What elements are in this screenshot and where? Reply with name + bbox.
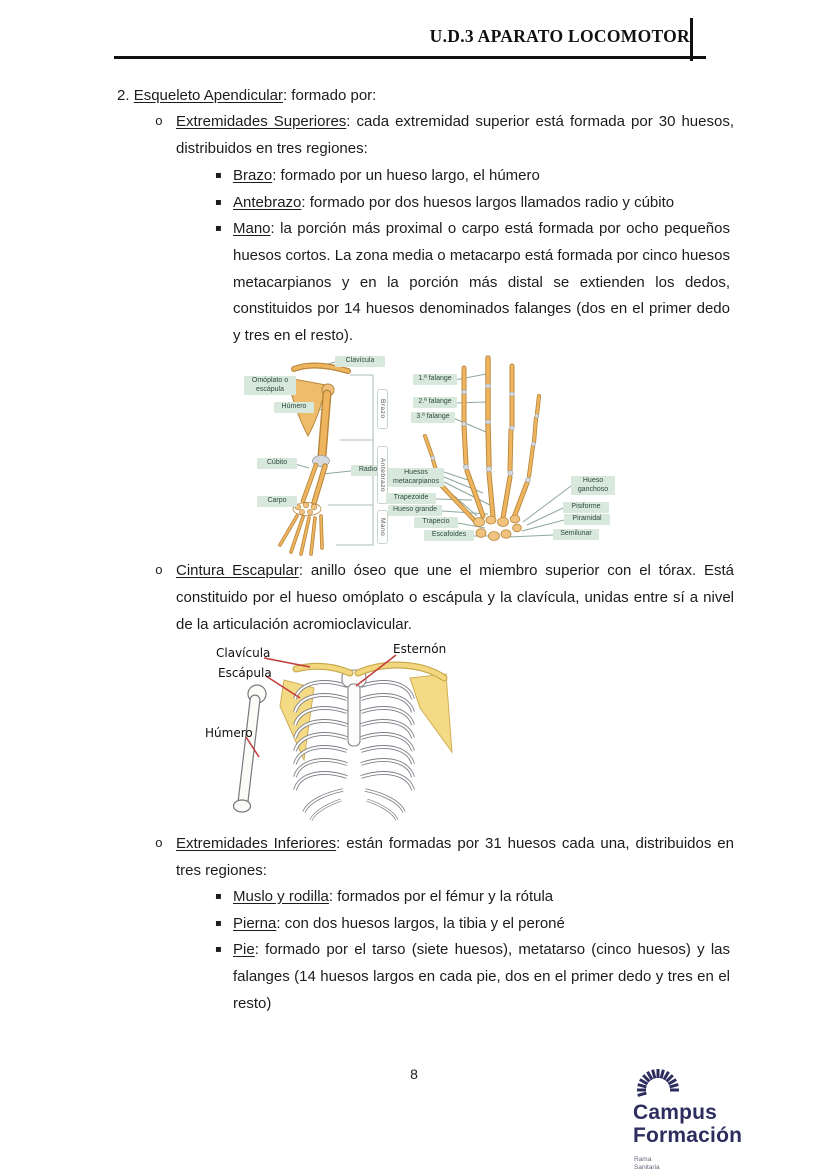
logo-tagline [634,1156,775,1171]
upper-limb-figure [236,352,620,558]
term-cintura-escapular: Cintura Escapular [176,562,299,579]
bullet-square: ▪ [215,170,222,181]
heading-number: 2. [117,87,130,104]
text-brazo: : formado por un hueso largo, el húmero [272,167,540,184]
arm-label-clavicula: Clavícula [335,356,385,367]
term-antebrazo: Antebrazo [233,194,302,211]
hand-label-trapezoide: Trapezoide [386,493,436,504]
shoulder-label-clavicula: Clavícula [216,646,271,660]
text-cintura-escapular: : anillo óseo que une el miembro superior con el tórax. Está constituido por el hueso omóplato o escápula y la clavícula, unidas entre sí a nivel de la articulación acromioclavicular. [176,562,734,633]
text-muslo-rodilla: : formados por el fémur y la rótula [328,888,554,905]
list-item-cintura-escapular [155,558,734,638]
bullet-square: ▪ [215,197,222,208]
bullet-square: ▪ [215,918,222,929]
text-extremidades-inferiores: : están formadas por 31 huesos cada una, distribuidos en tres regiones: [176,835,734,879]
list-item-mano [215,216,730,350]
header-rule [114,56,706,59]
shoulder-label-escapula: Escápula [218,666,272,680]
arm-label-omoplato-escapula: Omóplato o escápula [244,376,296,395]
bullet-square: ▪ [215,223,222,234]
arm-label-humero: Húmero [274,402,314,413]
shoulder-label-esternon: Esternón [393,642,447,656]
term-mano: Mano [233,220,271,237]
logo-tagline-sanitaria: Sanitaria [634,1164,660,1171]
hand-label-piramidal: Piramidal [564,514,610,525]
list-item-muslo-rodilla [215,884,730,911]
page-title: U.D.3 APARATO LOCOMOTOR [429,26,690,46]
term-pierna: Pierna [233,915,277,932]
hand-label-pisiforme: Pisiforme [563,502,609,513]
heading-term: Esqueleto Apendicular [133,87,283,104]
arm-region-antebrazo: Antebrazo [377,446,388,504]
term-brazo: Brazo [233,167,273,184]
text-extremidades-superiores: : cada extremidad superior está formada por 30 huesos, distribuidos en tres regiones: [176,113,734,157]
shoulder-girdle-figure [200,642,460,830]
arm-label-cubito: Cúbito [257,458,297,469]
term-extremidades-inferiores: Extremidades Inferiores [176,835,337,852]
bullet-square: ▪ [215,944,222,955]
hand-label-metacarpianos: Huesos metacarpianos [388,468,444,487]
logo-arc-icon [633,1056,693,1098]
hand-label-falange2: 2.ª falange [413,397,457,408]
logo-word-campus: Campus [633,1101,718,1124]
logo-tagline-rama: Rama [634,1156,652,1163]
section-heading [117,83,711,110]
hand-label-falange3: 3.ª falange [411,412,455,423]
term-muslo-rodilla: Muslo y rodilla [233,888,329,905]
campus-formacion-logo [625,1056,775,1171]
hand-label-trapecio: Trapecio [414,517,458,528]
list-item-extremidades-inferiores [155,831,734,885]
bullet-circle: o [155,836,163,851]
arm-label-radio: Radio [351,465,385,476]
arm-region-brazo: Brazo [377,389,388,429]
arm-label-carpo: Carpo [257,496,297,507]
heading-after: : formado por: [282,87,377,104]
bullet-circle: o [155,563,163,578]
hand-label-hueso-ganchoso: Hueso ganchoso [571,476,615,495]
shoulder-label-humero: Húmero [205,726,253,740]
text-pie: : formado por el tarso (siete huesos), metatarso (cinco huesos) y las falanges (14 huesos largos en cada pie, dos en el primer dedo y tres en el resto) [233,941,730,1012]
hand-label-hueso-grande: Hueso grande [388,505,442,516]
list-item-pie [215,937,730,1017]
page-number: 8 [410,1066,418,1082]
text-antebrazo: : formado por dos huesos largos llamados radio y cúbito [301,194,675,211]
list-item-brazo [215,163,730,190]
hand-label-falange1: 1.ª falange [413,374,457,385]
text-pierna: : con dos huesos largos, la tibia y el peroné [276,915,565,932]
bullet-circle: o [155,114,163,129]
list-item-antebrazo [215,190,730,217]
logo-word-formacion: Formación [633,1124,743,1147]
hand-label-semilunar: Semilunar [553,529,599,540]
title-cursor-bar [690,18,693,61]
arm-region-mano: Mano [377,510,388,544]
list-item-pierna [215,911,730,938]
logo-wordmark [633,1101,775,1147]
hand-label-escafoides: Escafoides [424,530,474,541]
list-item-extremidades-superiores [155,109,734,163]
text-mano: : la porción más proximal o carpo está formada por ocho pequeños huesos cortos. La zona media o metacarpo está formada por cinco huesos metacarpianos y en la porción más distal se extienden los dedos, constituidos por 14 huesos denominados falanges (dos en el primer dedo y tres en el resto). [233,220,730,345]
bullet-square: ▪ [215,891,222,902]
term-pie: Pie [233,941,255,958]
term-extremidades-superiores: Extremidades Superiores [176,113,347,130]
